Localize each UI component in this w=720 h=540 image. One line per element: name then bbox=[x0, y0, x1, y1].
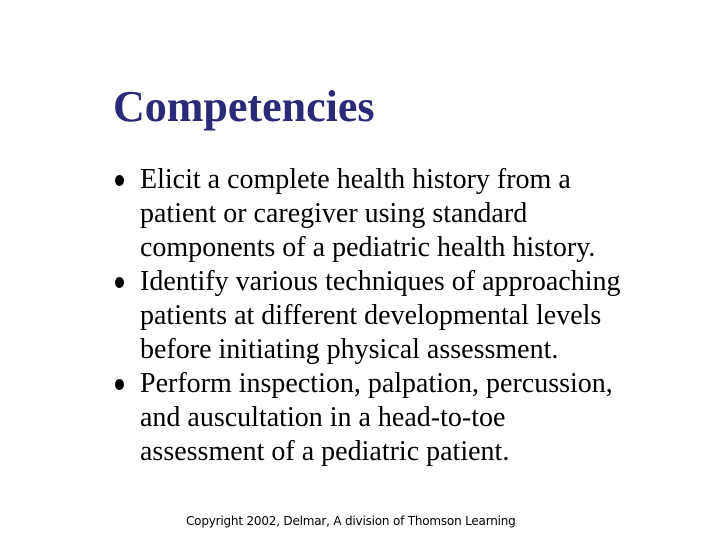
bullet-line: patients at different developmental levels bbox=[140, 300, 602, 331]
bullet-line: assessment of a pediatric patient. bbox=[140, 436, 510, 467]
bullet-dot-icon bbox=[115, 277, 124, 288]
bullet-line: Identify various techniques of approaching bbox=[140, 266, 621, 297]
bullet-dot-icon bbox=[115, 379, 124, 390]
bullet-item bbox=[113, 163, 703, 265]
bullet-item bbox=[113, 265, 703, 367]
bullet-dot-icon bbox=[115, 175, 124, 186]
bullet-line: components of a pediatric health history. bbox=[140, 232, 596, 263]
bullet-item bbox=[113, 367, 703, 469]
bullet-line: Perform inspection, palpation, percussion, bbox=[140, 368, 613, 399]
slide-title: Competencies bbox=[113, 82, 375, 131]
bullet-line: before initiating physical assessment. bbox=[140, 334, 559, 365]
copyright-footer: Copyright 2002, Delmar, A division of Thomson Learning bbox=[186, 514, 516, 528]
bullet-list bbox=[113, 163, 703, 469]
bullet-line: and auscultation in a head-to-toe bbox=[140, 402, 506, 433]
bullet-line: patient or caregiver using standard bbox=[140, 198, 528, 229]
bullet-line: Elicit a complete health history from a bbox=[140, 164, 571, 195]
